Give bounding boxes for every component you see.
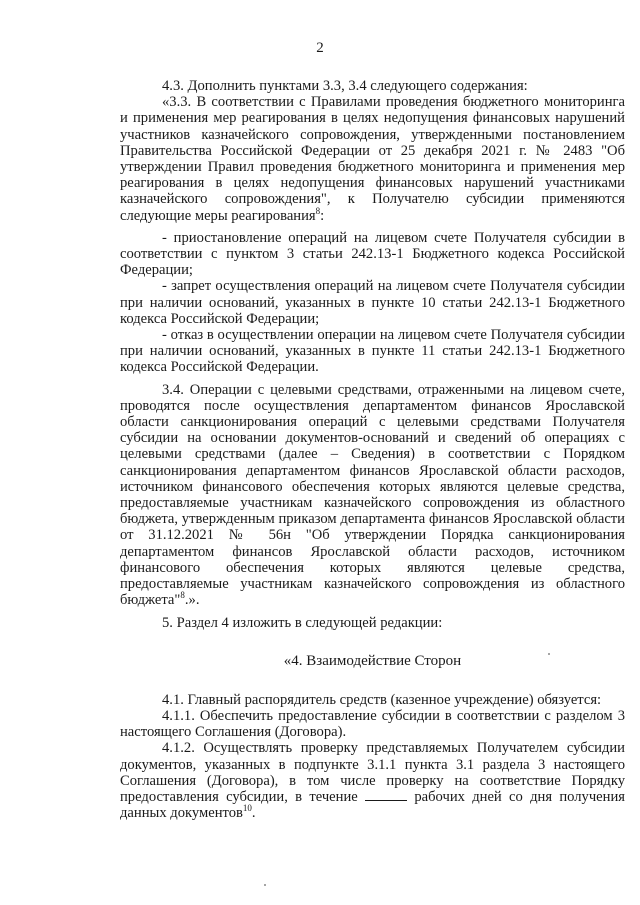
list-item-suspension: - приостановление операций на лицевом счете Получателя субсидии в соответствии с пунктом 3 статьи 242.13-1 Бюджетного кодекса Российской Федерации; — [120, 229, 625, 279]
paragraph-5: 5. Раздел 4 изложить в следующей редакции: — [162, 614, 443, 631]
paragraph-4-1-1: 4.1.1. Обеспечить предоставление субсидии в соответствии с разделом 3 настоящего Соглашения (Договора). — [120, 707, 625, 741]
paragraph-3-4 — [120, 382, 625, 609]
section-heading: «4. Взаимодействие Сторон — [283, 652, 462, 669]
paragraph-4-1-2-text: 4.1.2. Осуществлять проверку представляемых Получателем субсидии документов, указанных в подпункте 3.1.1 пункта 3.1 раздела 3 настоящего Соглашения (Договора), в том числе проверку на соответствие Порядку предоставления субсидии, в течение — [120, 740, 625, 805]
list-item-refusal: - отказ в осуществлении операции на лицевом счете Получателя субсидии при наличии оснований, указанных в пункте 11 статьи 242.13-1 Бюджетного кодекса Российской Федерации. — [120, 327, 625, 376]
document-body — [120, 78, 625, 821]
paragraph-4-1: 4.1. Главный распорядитель средств (казенное учреждение) обязуется: — [162, 691, 602, 708]
paragraph-3-3-tail: : — [320, 207, 325, 224]
paragraph-4-3: 4.3. Дополнить пунктами 3.3, 3.4 следующего содержания: — [162, 78, 528, 94]
paragraph-4-1-2 — [120, 740, 625, 821]
paragraph-3-3 — [120, 94, 625, 224]
list-item-prohibition: - запрет осуществления операций на лицевом счете Получателя субсидии при наличии оснований, указанных в пункте 10 статьи 242.13-1 Бюджетного кодекса Российской Федерации; — [120, 278, 625, 327]
scan-speck — [264, 884, 266, 886]
scan-speck — [548, 653, 550, 655]
paragraph-3-4-tail: .». — [184, 592, 200, 609]
footnote-ref: 10 — [242, 803, 252, 814]
footnote-ref: 8 — [315, 205, 321, 216]
blank-line — [365, 789, 407, 801]
paragraph-3-3-text: «3.3. В соответствии с Правилами проведения бюджетного мониторинга и применения мер реагирования в целях недопущения финансовых нарушений участников казначейского сопровождения, утвержденными постановлением Правительства Российской Федерации от 25 декабря 2021 г. № 2483 "Об утверждении Правил проведения бюджетного мониторинга и применения мер реагирования в целях недопущения финансовых нарушений участниками казначейского сопровождения", к Получателю субсидии применяются следующие меры реагирования — [120, 94, 625, 224]
paragraph-3-4-text: 3.4. Операции с целевыми средствами, отраженными на лицевом счете, проводятся после осуществления департаментом финансов Ярославской области санкционирования операций с целевыми средствами Получателя субсидии на основании документов-оснований и сведений об операциях с целевыми средствами (далее – Сведения) в соответствии с Порядком санкционирования департаментом финансов Ярославской области расходов, источником финансового обеспечения которых являются целевые средства, предоставляемые участникам казначейского сопровождения из областного бюджета, утвержденным приказом департамента финансов Ярославской области от 31.12.2021 № 56н "Об утверждении Порядка санкционирования департаментом финансов Ярославской области расходов, источником финансового обеспечения которых являются целевые средства, предоставляемые участникам казначейского сопровождения из областного бюджета" — [120, 381, 625, 609]
footnote-ref: 8 — [180, 590, 185, 601]
paragraph-4-1-2-end: . — [251, 805, 256, 822]
page-number: 2 — [316, 40, 324, 56]
paragraph-4-1-2-tail: рабочих дней со дня получения данных документов — [120, 788, 625, 822]
